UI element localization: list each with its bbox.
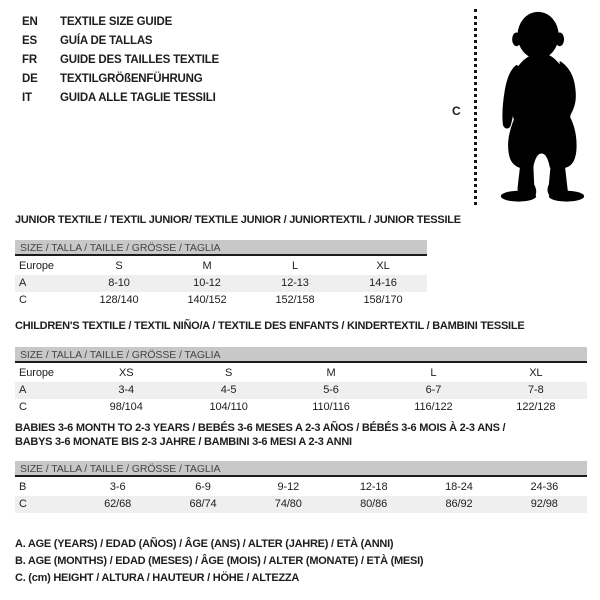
- value-cell: 14-16: [369, 277, 397, 289]
- value-cell: 12-13: [281, 277, 309, 289]
- language-row: [22, 70, 219, 89]
- value-cell: 116/122: [414, 401, 453, 413]
- row-label-cell: C: [19, 401, 27, 413]
- babies-size-table: [15, 479, 587, 513]
- value-cell: 3-6: [109, 481, 126, 493]
- value-cell: 98/104: [109, 401, 143, 413]
- measurement-legend: [15, 536, 423, 588]
- value-cell: 128/140: [99, 294, 139, 306]
- value-cell: 140/152: [187, 294, 227, 306]
- size-header-bar: SIZE / TALLA / TAILLE / GRÖSSE / TAGLIA: [15, 461, 587, 477]
- table-row: [15, 382, 587, 399]
- value-cell: 3-4: [118, 384, 134, 396]
- row-label-cell: A: [19, 277, 27, 289]
- language-row: [22, 51, 219, 70]
- language-code: DE: [22, 73, 38, 85]
- language-row: [22, 13, 219, 32]
- row-label-cell: Europe: [19, 367, 54, 379]
- value-cell: 9-12: [277, 481, 300, 493]
- guide-title: GUIDE DES TAILLES TEXTILE: [60, 54, 219, 66]
- language-code: ES: [22, 35, 37, 47]
- junior-table-title: [15, 214, 461, 228]
- value-cell: S: [115, 260, 123, 272]
- row-label-cell: C: [19, 294, 27, 306]
- value-cell: M: [326, 367, 336, 379]
- guide-title: GUÍA DE TALLAS: [60, 35, 153, 47]
- row-label-cell: B: [19, 481, 27, 493]
- value-cell: XL: [529, 367, 543, 379]
- size-header-bar: SIZE / TALLA / TAILLE / GRÖSSE / TAGLIA: [15, 240, 427, 256]
- value-cell: 110/116: [312, 401, 350, 413]
- guide-title: TEXTILE SIZE GUIDE: [60, 16, 173, 28]
- legend-line-c: C. (cm) HEIGHT / ALTURA / HAUTEUR / HÖHE / ALTEZZA: [15, 572, 300, 585]
- language-title-list: [22, 13, 219, 108]
- height-dotted-line: [474, 9, 477, 205]
- title-line: JUNIOR TEXTILE / TEXTIL JUNIOR/ TEXTILE JUNIOR / JUNIORTEXTIL / JUNIOR TESSILE: [15, 214, 461, 226]
- value-cell: 158/170: [363, 294, 403, 306]
- value-cell: 12-18: [359, 481, 388, 493]
- guide-title: GUIDA ALLE TAGLIE TESSILI: [60, 92, 216, 104]
- size-header-bar: SIZE / TALLA / TAILLE / GRÖSSE / TAGLIA: [15, 347, 587, 363]
- row-label-cell: C: [19, 498, 27, 510]
- table-row: [15, 365, 587, 382]
- value-cell: 8-10: [108, 277, 130, 289]
- language-code: EN: [22, 16, 38, 28]
- title-line: CHILDREN'S TEXTILE / TEXTIL NIÑO/A / TEXTILE DES ENFANTS / KINDERTEXTIL / BAMBINI TESSILE: [15, 320, 525, 332]
- children-table-title: [15, 320, 524, 334]
- value-cell: 122/128: [516, 401, 556, 413]
- value-cell: 86/92: [445, 498, 473, 510]
- value-cell: 18-24: [445, 481, 473, 493]
- children-size-table: [15, 365, 587, 416]
- table-row: [15, 275, 427, 292]
- value-cell: 6-7: [425, 384, 442, 396]
- value-cell: L: [430, 367, 437, 379]
- value-cell: 7-8: [528, 384, 544, 396]
- baby-silhouette-icon: [487, 6, 599, 206]
- value-cell: 68/74: [189, 498, 217, 510]
- value-cell: 104/110: [209, 401, 248, 413]
- row-label-cell: Europe: [19, 260, 54, 272]
- value-cell: S: [224, 367, 233, 379]
- height-dimension-label: C: [452, 104, 461, 118]
- value-cell: 4-5: [220, 384, 237, 396]
- language-row: [22, 89, 219, 108]
- title-line: BABYS 3-6 MONATE BIS 2-3 JAHRE / BAMBINI 3-6 MESI A 2-3 ANNI: [15, 435, 352, 448]
- value-cell: XS: [118, 367, 134, 379]
- table-row: [15, 292, 427, 309]
- language-code: IT: [22, 92, 32, 104]
- value-cell: XL: [376, 260, 390, 272]
- value-cell: 5-6: [323, 384, 339, 396]
- value-cell: L: [291, 260, 299, 272]
- guide-title: TEXTILGRÖßENFÜHRUNG: [60, 73, 203, 85]
- table-row: [15, 258, 427, 275]
- value-cell: 92/98: [530, 498, 558, 510]
- babies-table-title: [15, 422, 505, 449]
- value-cell: 6-9: [195, 481, 211, 493]
- value-cell: 74/80: [274, 498, 302, 510]
- value-cell: M: [202, 260, 212, 272]
- title-line: BABIES 3-6 MONTH TO 2-3 YEARS / BEBÉS 3-6 MESES A 2-3 AÑOS / BÉBÉS 3-6 MOIS À 2-3 ANS /: [15, 422, 506, 434]
- table-row: [15, 479, 587, 496]
- value-cell: 62/68: [104, 498, 132, 510]
- language-row: [22, 32, 219, 51]
- value-cell: 152/158: [275, 294, 315, 306]
- value-cell: 24-36: [530, 481, 559, 493]
- junior-size-table: [15, 258, 427, 309]
- language-code: FR: [22, 54, 37, 66]
- row-label-cell: A: [19, 384, 27, 396]
- table-row: [15, 399, 587, 416]
- table-row: [15, 496, 587, 513]
- legend-line-b: B. AGE (MONTHS) / EDAD (MESES) / ÂGE (MOIS) / ALTER (MONATE) / ETÀ (MESI): [15, 555, 424, 568]
- value-cell: 10-12: [193, 277, 221, 289]
- legend-line-a: A. AGE (YEARS) / EDAD (AÑOS) / ÂGE (ANS) / ALTER (JAHRE) / ETÀ (ANNI): [15, 538, 394, 550]
- value-cell: 80/86: [360, 498, 388, 510]
